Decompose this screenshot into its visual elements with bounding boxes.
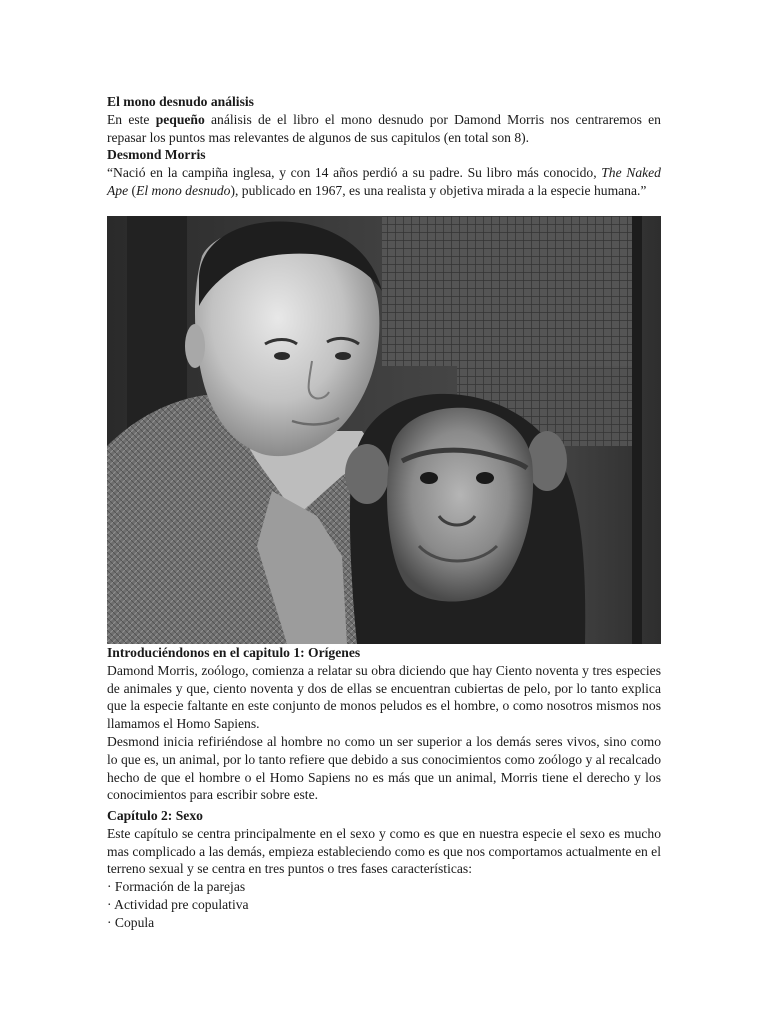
- quote-book-title-en: The Naked Ape: [107, 165, 661, 198]
- author-quote: [107, 164, 661, 200]
- intro-text-start: En este: [107, 111, 156, 127]
- intro-paragraph: [107, 111, 661, 147]
- intro-bold-word: pequeño: [155, 111, 205, 127]
- chapter1-heading: Introduciéndonos en el capitulo 1: Orígenes: [107, 645, 361, 660]
- quote-book-title-es: El mono desnudo: [136, 182, 231, 198]
- quote-part-3: ), publicado en 1967, es una realista y objetiva mirada a la especie humana.”: [230, 182, 647, 198]
- chapter2-phase-list: [107, 878, 661, 931]
- intro-text-end: análisis de el libro el mono desnudo por Damond Morris nos centraremos en repasar los puntos mas relevantes de algunos de sus capitulos (en total son 8).: [107, 111, 661, 145]
- chapter2-paragraph: Este capítulo se centra principalmente en el sexo y como es que en nuestra especie el sexo es mucho mas complicado a las demás, empieza estableciendo como es que nos comportamos actualmente en el terreno sexual y se centra en tres puntos o tres fases características:: [107, 825, 661, 877]
- quote-part-2: (: [128, 182, 137, 198]
- author-heading: Desmond Morris: [107, 147, 206, 163]
- chapter1-section: [107, 644, 661, 804]
- top-section: [107, 93, 661, 200]
- quote-part-1: “Nació en la campiña inglesa, y con 14 años perdió a su padre. Su libro más conocido,: [107, 165, 602, 181]
- chapter1-paragraph-2: Desmond inicia refiriéndose al hombre no como un ser superior a los demás seres vivos, sino como lo que es, un animal, por lo tanto refiere que debido a sus conocimientos como zoólogo y al recalcado hecho de que el hombre o el Homo Sapiens no es más que un animal, Morris tiene el derecho y los conocimientos para escribir sobre este.: [107, 733, 661, 803]
- chapter2-section: [107, 807, 661, 932]
- photo-illustration: [107, 216, 661, 644]
- chapter2-heading: Capítulo 2: Sexo: [107, 808, 203, 823]
- list-item: · Copula: [107, 914, 155, 930]
- portrait-photo: [107, 216, 661, 644]
- chapter1-paragraph-1: Damond Morris, zoólogo, comienza a relatar su obra diciendo que hay Ciento noventa y tres especies de animales y que, ciento noventa y dos de ellas se encuentran cubiertas de pelo, por lo tanto explica que la especie faltante en este conjunto de monos peludos es el hombre, o como nosotros mismos nos llamamos el Homo Sapiens.: [107, 662, 661, 732]
- list-item: · Actividad pre copulativa: [107, 896, 249, 912]
- list-item: · Formación de la parejas: [107, 879, 246, 895]
- document-title: El mono desnudo análisis: [107, 94, 254, 109]
